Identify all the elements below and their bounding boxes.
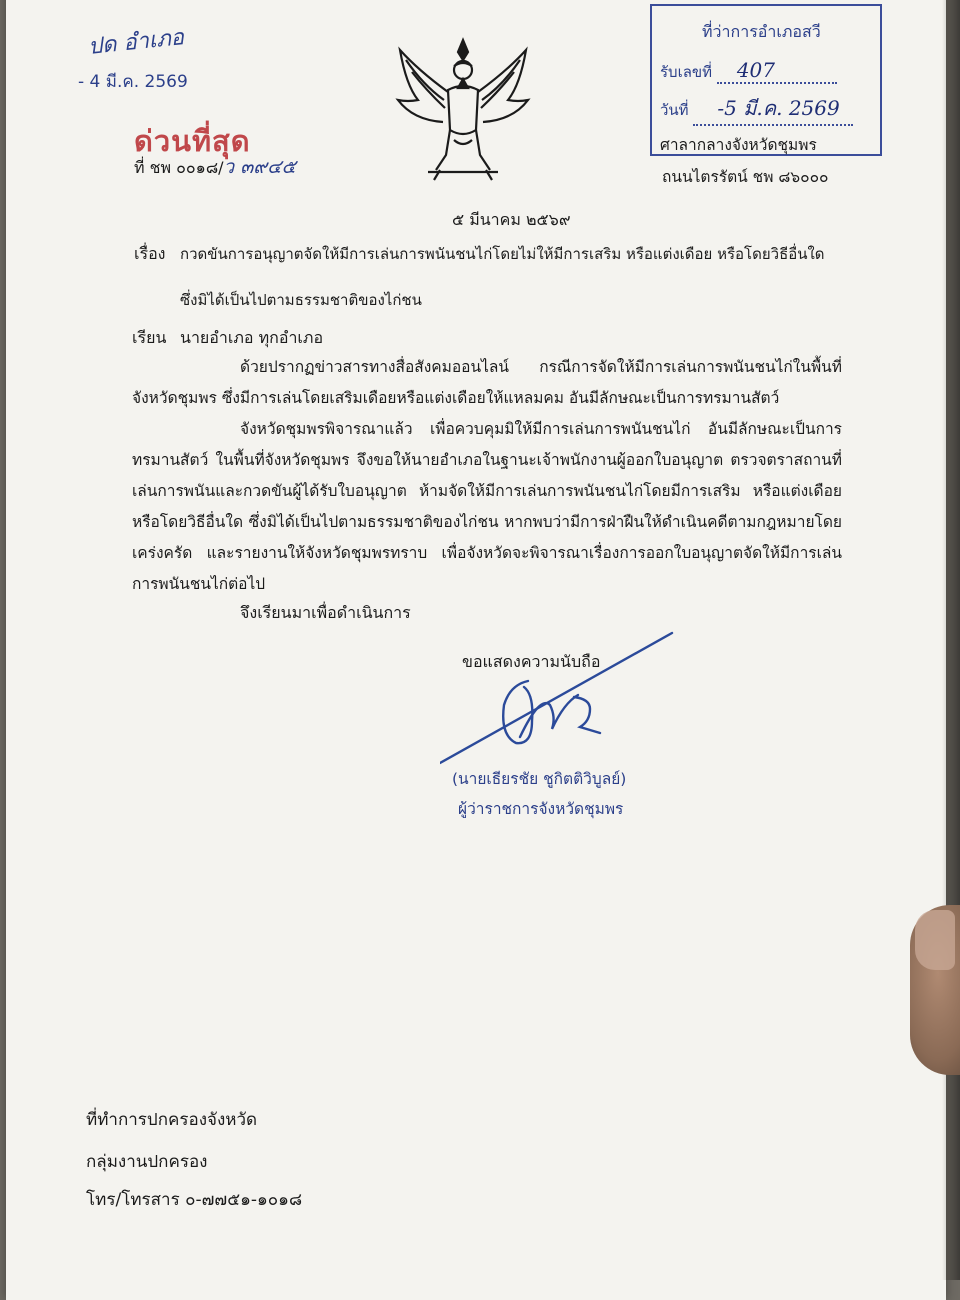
stamp-date-label: วันที่ bbox=[660, 101, 689, 119]
stamp-date-row bbox=[660, 92, 853, 126]
page-edge-shadow bbox=[942, 0, 960, 1280]
signature-salutation: ขอแสดงความนับถือ bbox=[462, 652, 601, 671]
thumbnail bbox=[915, 910, 955, 970]
recipient-value: นายอำเภอ ทุกอำเภอ bbox=[180, 328, 324, 347]
letter-date: ๕ มีนาคม ๒๕๖๙ bbox=[452, 210, 571, 229]
subject-line-2: ซึ่งมิได้เป็นไปตามธรรมชาติของไก่ชน bbox=[180, 291, 422, 309]
body-paragraph-1: ด้วยปรากฏข่าวสารทางสื่อสังคมออนไลน์ กรณีการจัดให้มีการเล่นการพนันชนไก่ในพื้นที่จังหวัดชุมพร ซึ่งมีการเล่นโดยเสริมเดือยหรือแต่งเดือยให้แหลมคม อันมีลักษณะเป็นการทรมานสัตว์ bbox=[132, 358, 842, 407]
handwritten-initials: ปด อำเภอ bbox=[87, 25, 186, 60]
urgency-label: ด่วนที่สุด bbox=[134, 124, 251, 158]
subject-line-1: กวดขันการอนุญาตจัดให้มีการเล่นการพนันชนไก่โดยไม่ให้มีการเสริม หรือแต่งเดือย หรือโดยวิธีอื่นใด bbox=[180, 245, 825, 263]
subject-label: เรื่อง bbox=[134, 244, 166, 263]
stamp-receipt-label: รับเลขที่ bbox=[660, 63, 713, 81]
reference-prefix: ที่ ชพ ๐๐๑๘/ bbox=[134, 158, 224, 177]
address-line-2: ถนนไตรรัตน์ ชพ ๘๖๐๐๐ bbox=[662, 168, 829, 186]
reference-handwritten: ว ๓๙๔๕ bbox=[223, 156, 296, 178]
signature-handwriting-icon bbox=[440, 625, 680, 765]
body-paragraph-2: จังหวัดชุมพรพิจารณาแล้ว เพื่อควบคุมมิให้มีการเล่นการพนันชนไก่ อันมีลักษณะเป็นการทรมานสัตว์ ในพื้นที่จังหวัดชุมพร จึงขอให้นายอำเภอในฐานะเจ้าพนักงานผู้ออกใบอนุญาต ตรวจตราสถานที่เล่นการพนันและกวดขันผู้ได้รับใบอนุญาต ห้ามจัดให้มีการเล่นการพนันชนไก่โดยมีการเสริม หรือแต่งเดือยหรือโดยวิธีอื่นใด ซึ่งมิได้เป็นไปตามธรรมชาติของไก่ชน หากพบว่ามีการฝ่าฝืนให้ดำเนินคดีตามกฎหมายโดยเคร่งครัด และรายงานให้จังหวัดชุมพรทราบ เพื่อจังหวัดจะพิจารณาเรื่องการออกใบอนุญาตจัดให้มีการเล่นการพนันชนไก่ต่อไป bbox=[132, 420, 842, 593]
stamp-receipt-number: 407 bbox=[736, 58, 776, 82]
footer-phone: โทร/โทรสาร ๐-๗๗๕๑-๑๐๑๘ bbox=[86, 1190, 303, 1210]
stamp-receipt-row bbox=[660, 58, 837, 84]
signatory-name: (นายเธียรชัย ชูกิตติวิบูลย์) bbox=[452, 770, 627, 788]
handwritten-date: - 4 มี.ค. 2569 bbox=[78, 72, 188, 92]
reference-number bbox=[134, 152, 296, 182]
stamp-date-field bbox=[693, 92, 853, 126]
signatory-position: ผู้ว่าราชการจังหวัดชุมพร bbox=[458, 800, 624, 818]
address-line-1: ศาลากลางจังหวัดชุมพร bbox=[660, 136, 817, 154]
footer-office: ที่ทำการปกครองจังหวัด bbox=[86, 1110, 258, 1130]
garuda-emblem-icon bbox=[388, 30, 538, 185]
stamp-date-value: -5 มี.ค. 2569 bbox=[717, 96, 840, 120]
footer-division: กลุ่มงานปกครอง bbox=[86, 1152, 208, 1172]
recipient-label: เรียน bbox=[132, 328, 167, 347]
body-closing: จึงเรียนมาเพื่อดำเนินการ bbox=[240, 603, 411, 622]
stamp-office: ที่ว่าการอำเภอสวี bbox=[702, 22, 821, 41]
stamp-receipt-field bbox=[717, 58, 837, 84]
